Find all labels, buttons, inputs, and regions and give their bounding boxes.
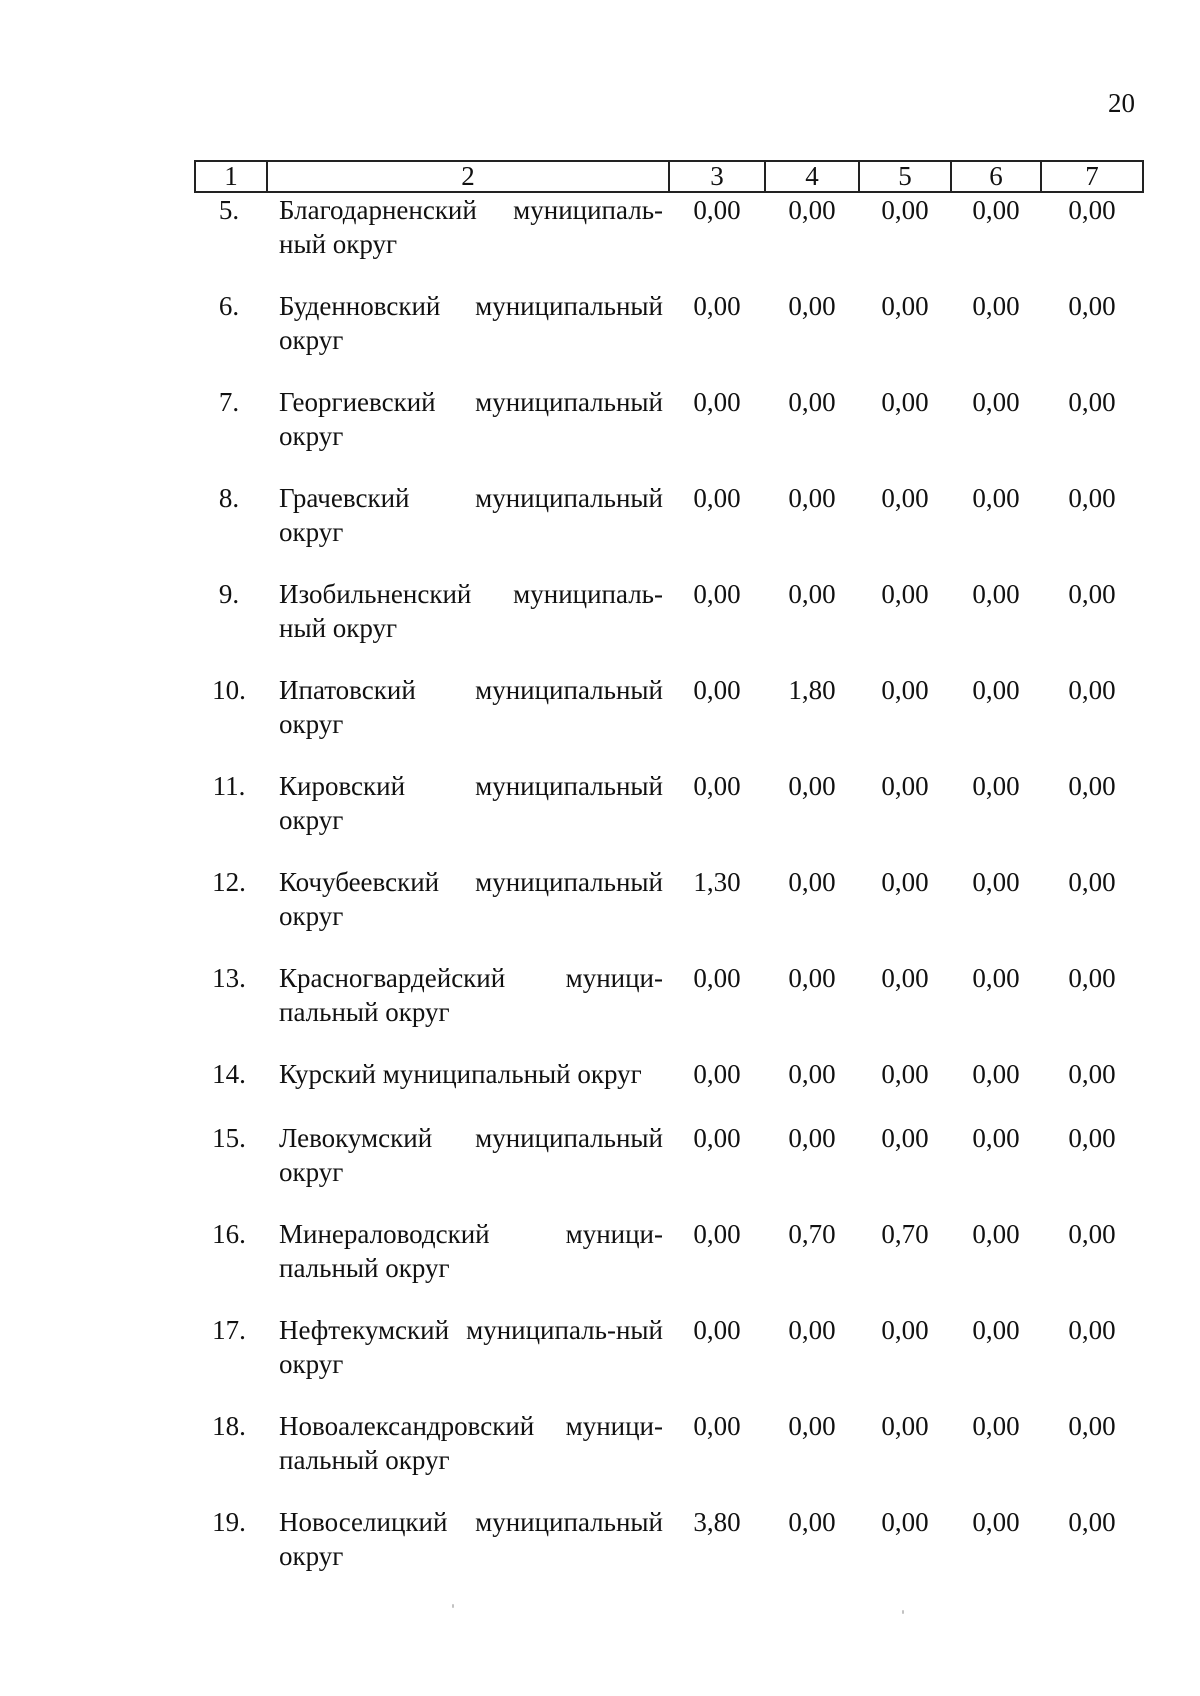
value-col-5: 0,00 xyxy=(881,195,929,225)
value-col-5: 0,00 xyxy=(881,291,929,321)
value-col-7: 0,00 xyxy=(1068,291,1116,321)
value-col-6: 0,00 xyxy=(972,1507,1020,1537)
value-col-6: 0,00 xyxy=(972,963,1020,993)
value-col-5: 0,00 xyxy=(881,483,929,513)
value-col-6: 0,00 xyxy=(972,387,1020,417)
value-col-6: 0,00 xyxy=(972,675,1020,705)
column-header: 2 xyxy=(267,161,669,192)
value-col-4: 0,00 xyxy=(788,1123,836,1153)
value-col-3: 0,00 xyxy=(693,675,741,705)
value-col-4: 0,00 xyxy=(788,1059,836,1089)
data-table xyxy=(194,160,1144,1601)
value-col-3: 0,00 xyxy=(693,1315,741,1345)
value-col-6: 0,00 xyxy=(972,1315,1020,1345)
row-number: 11. xyxy=(212,771,246,801)
value-col-4: 0,00 xyxy=(788,579,836,609)
row-number: 10. xyxy=(212,675,246,705)
data-table-container xyxy=(194,160,1142,1601)
value-col-5: 0,00 xyxy=(881,867,929,897)
value-col-5: 0,00 xyxy=(881,675,929,705)
municipality-name: Изобильненский муниципаль-ный округ xyxy=(279,579,663,643)
municipality-name: Минераловодский муници-пальный округ xyxy=(279,1219,663,1283)
value-col-6: 0,00 xyxy=(972,483,1020,513)
value-col-7: 0,00 xyxy=(1068,483,1116,513)
municipality-name: Новоалександровский муници-пальный округ xyxy=(279,1411,663,1475)
value-col-6: 0,00 xyxy=(972,1219,1020,1249)
value-col-6: 0,00 xyxy=(972,867,1020,897)
value-col-7: 0,00 xyxy=(1068,1059,1116,1089)
table-row xyxy=(195,673,1143,769)
value-col-5: 0,00 xyxy=(881,1123,929,1153)
value-col-7: 0,00 xyxy=(1068,771,1116,801)
municipality-name: Грачевский муниципальный округ xyxy=(279,483,663,547)
value-col-6: 0,00 xyxy=(972,195,1020,225)
value-col-7: 0,00 xyxy=(1068,1411,1116,1441)
value-col-4: 0,00 xyxy=(788,1315,836,1345)
municipality-name: Георгиевский муниципальный округ xyxy=(279,387,663,451)
municipality-name: Буденновский муниципальный округ xyxy=(279,291,663,355)
column-header: 3 xyxy=(669,161,765,192)
municipality-name: Новоселицкий муниципальный округ xyxy=(279,1507,663,1571)
column-header: 7 xyxy=(1041,161,1143,192)
value-col-4: 0,70 xyxy=(788,1219,836,1249)
row-number: 17. xyxy=(212,1315,246,1345)
row-number: 8. xyxy=(218,483,240,513)
table-row xyxy=(195,769,1143,865)
value-col-5: 0,00 xyxy=(881,387,929,417)
table-row xyxy=(195,1217,1143,1313)
value-col-7: 0,00 xyxy=(1068,1507,1116,1537)
municipality-name: Благодарненский муниципаль-ный округ xyxy=(279,195,663,259)
value-col-4: 0,00 xyxy=(788,1411,836,1441)
value-col-3: 0,00 xyxy=(693,771,741,801)
value-col-4: 0,00 xyxy=(788,483,836,513)
value-col-5: 0,00 xyxy=(881,579,929,609)
column-header: 6 xyxy=(951,161,1041,192)
table-row xyxy=(195,961,1143,1057)
value-col-6: 0,00 xyxy=(972,1123,1020,1153)
table-row xyxy=(195,481,1143,577)
value-col-3: 0,00 xyxy=(693,1219,741,1249)
value-col-4: 0,00 xyxy=(788,291,836,321)
table-row xyxy=(195,1313,1143,1409)
municipality-name: Кочубеевский муниципальный округ xyxy=(279,867,663,931)
value-col-5: 0,00 xyxy=(881,1315,929,1345)
value-col-5: 0,00 xyxy=(881,1059,929,1089)
value-col-6: 0,00 xyxy=(972,1059,1020,1089)
value-col-6: 0,00 xyxy=(972,291,1020,321)
row-number: 7. xyxy=(218,387,240,417)
value-col-4: 0,00 xyxy=(788,1507,836,1537)
value-col-6: 0,00 xyxy=(972,771,1020,801)
municipality-name: Левокумский муниципальный округ xyxy=(279,1123,663,1187)
table-row xyxy=(195,289,1143,385)
row-number: 15. xyxy=(212,1123,246,1153)
value-col-7: 0,00 xyxy=(1068,195,1116,225)
row-number: 13. xyxy=(212,963,246,993)
row-number: 16. xyxy=(212,1219,246,1249)
value-col-4: 0,00 xyxy=(788,387,836,417)
municipality-name: Курский муниципальный округ xyxy=(279,1059,642,1089)
value-col-4: 0,00 xyxy=(788,963,836,993)
table-row xyxy=(195,1057,1143,1121)
value-col-3: 0,00 xyxy=(693,1059,741,1089)
value-col-3: 0,00 xyxy=(693,579,741,609)
value-col-4: 1,80 xyxy=(788,675,836,705)
value-col-3: 0,00 xyxy=(693,483,741,513)
value-col-5: 0,00 xyxy=(881,1411,929,1441)
value-col-5: 0,00 xyxy=(881,1507,929,1537)
value-col-3: 3,80 xyxy=(693,1507,741,1537)
value-col-3: 0,00 xyxy=(693,1123,741,1153)
value-col-7: 0,00 xyxy=(1068,1219,1116,1249)
table-row xyxy=(195,1409,1143,1505)
value-col-7: 0,00 xyxy=(1068,387,1116,417)
value-col-6: 0,00 xyxy=(972,579,1020,609)
row-number: 12. xyxy=(212,867,246,897)
row-number: 14. xyxy=(212,1059,246,1089)
value-col-3: 0,00 xyxy=(693,1411,741,1441)
value-col-7: 0,00 xyxy=(1068,963,1116,993)
row-number: 18. xyxy=(212,1411,246,1441)
value-col-5: 0,00 xyxy=(881,963,929,993)
value-col-7: 0,00 xyxy=(1068,579,1116,609)
municipality-name: Кировский муниципальный округ xyxy=(279,771,663,835)
row-number: 6. xyxy=(218,291,240,321)
value-col-7: 0,00 xyxy=(1068,867,1116,897)
table-header-row xyxy=(195,161,1143,192)
municipality-name: Красногвардейский муници-пальный округ xyxy=(279,963,663,1027)
row-number: 19. xyxy=(212,1507,246,1537)
table-row xyxy=(195,1505,1143,1601)
value-col-7: 0,00 xyxy=(1068,1315,1116,1345)
table-body xyxy=(195,192,1143,1601)
scan-speck xyxy=(902,1610,904,1614)
value-col-3: 1,30 xyxy=(693,867,741,897)
table-row xyxy=(195,865,1143,961)
municipality-name: Ипатовский муниципальный округ xyxy=(279,675,663,739)
value-col-3: 0,00 xyxy=(693,963,741,993)
column-header: 5 xyxy=(859,161,951,192)
value-col-7: 0,00 xyxy=(1068,1123,1116,1153)
row-number: 9. xyxy=(218,579,240,609)
table-row xyxy=(195,385,1143,481)
municipality-name: Нефтекумский муниципаль-ный округ xyxy=(279,1315,663,1379)
table-row xyxy=(195,1121,1143,1217)
value-col-3: 0,00 xyxy=(693,387,741,417)
row-number: 5. xyxy=(218,195,240,225)
value-col-4: 0,00 xyxy=(788,867,836,897)
value-col-4: 0,00 xyxy=(788,195,836,225)
column-header: 4 xyxy=(765,161,859,192)
table-row xyxy=(195,577,1143,673)
value-col-6: 0,00 xyxy=(972,1411,1020,1441)
page-number: 20 xyxy=(1108,88,1135,118)
value-col-7: 0,00 xyxy=(1068,675,1116,705)
value-col-5: 0,70 xyxy=(881,1219,929,1249)
column-header: 1 xyxy=(195,161,267,192)
value-col-4: 0,00 xyxy=(788,771,836,801)
value-col-3: 0,00 xyxy=(693,195,741,225)
value-col-3: 0,00 xyxy=(693,291,741,321)
value-col-5: 0,00 xyxy=(881,771,929,801)
table-row xyxy=(195,192,1143,289)
scan-speck xyxy=(452,1604,454,1608)
